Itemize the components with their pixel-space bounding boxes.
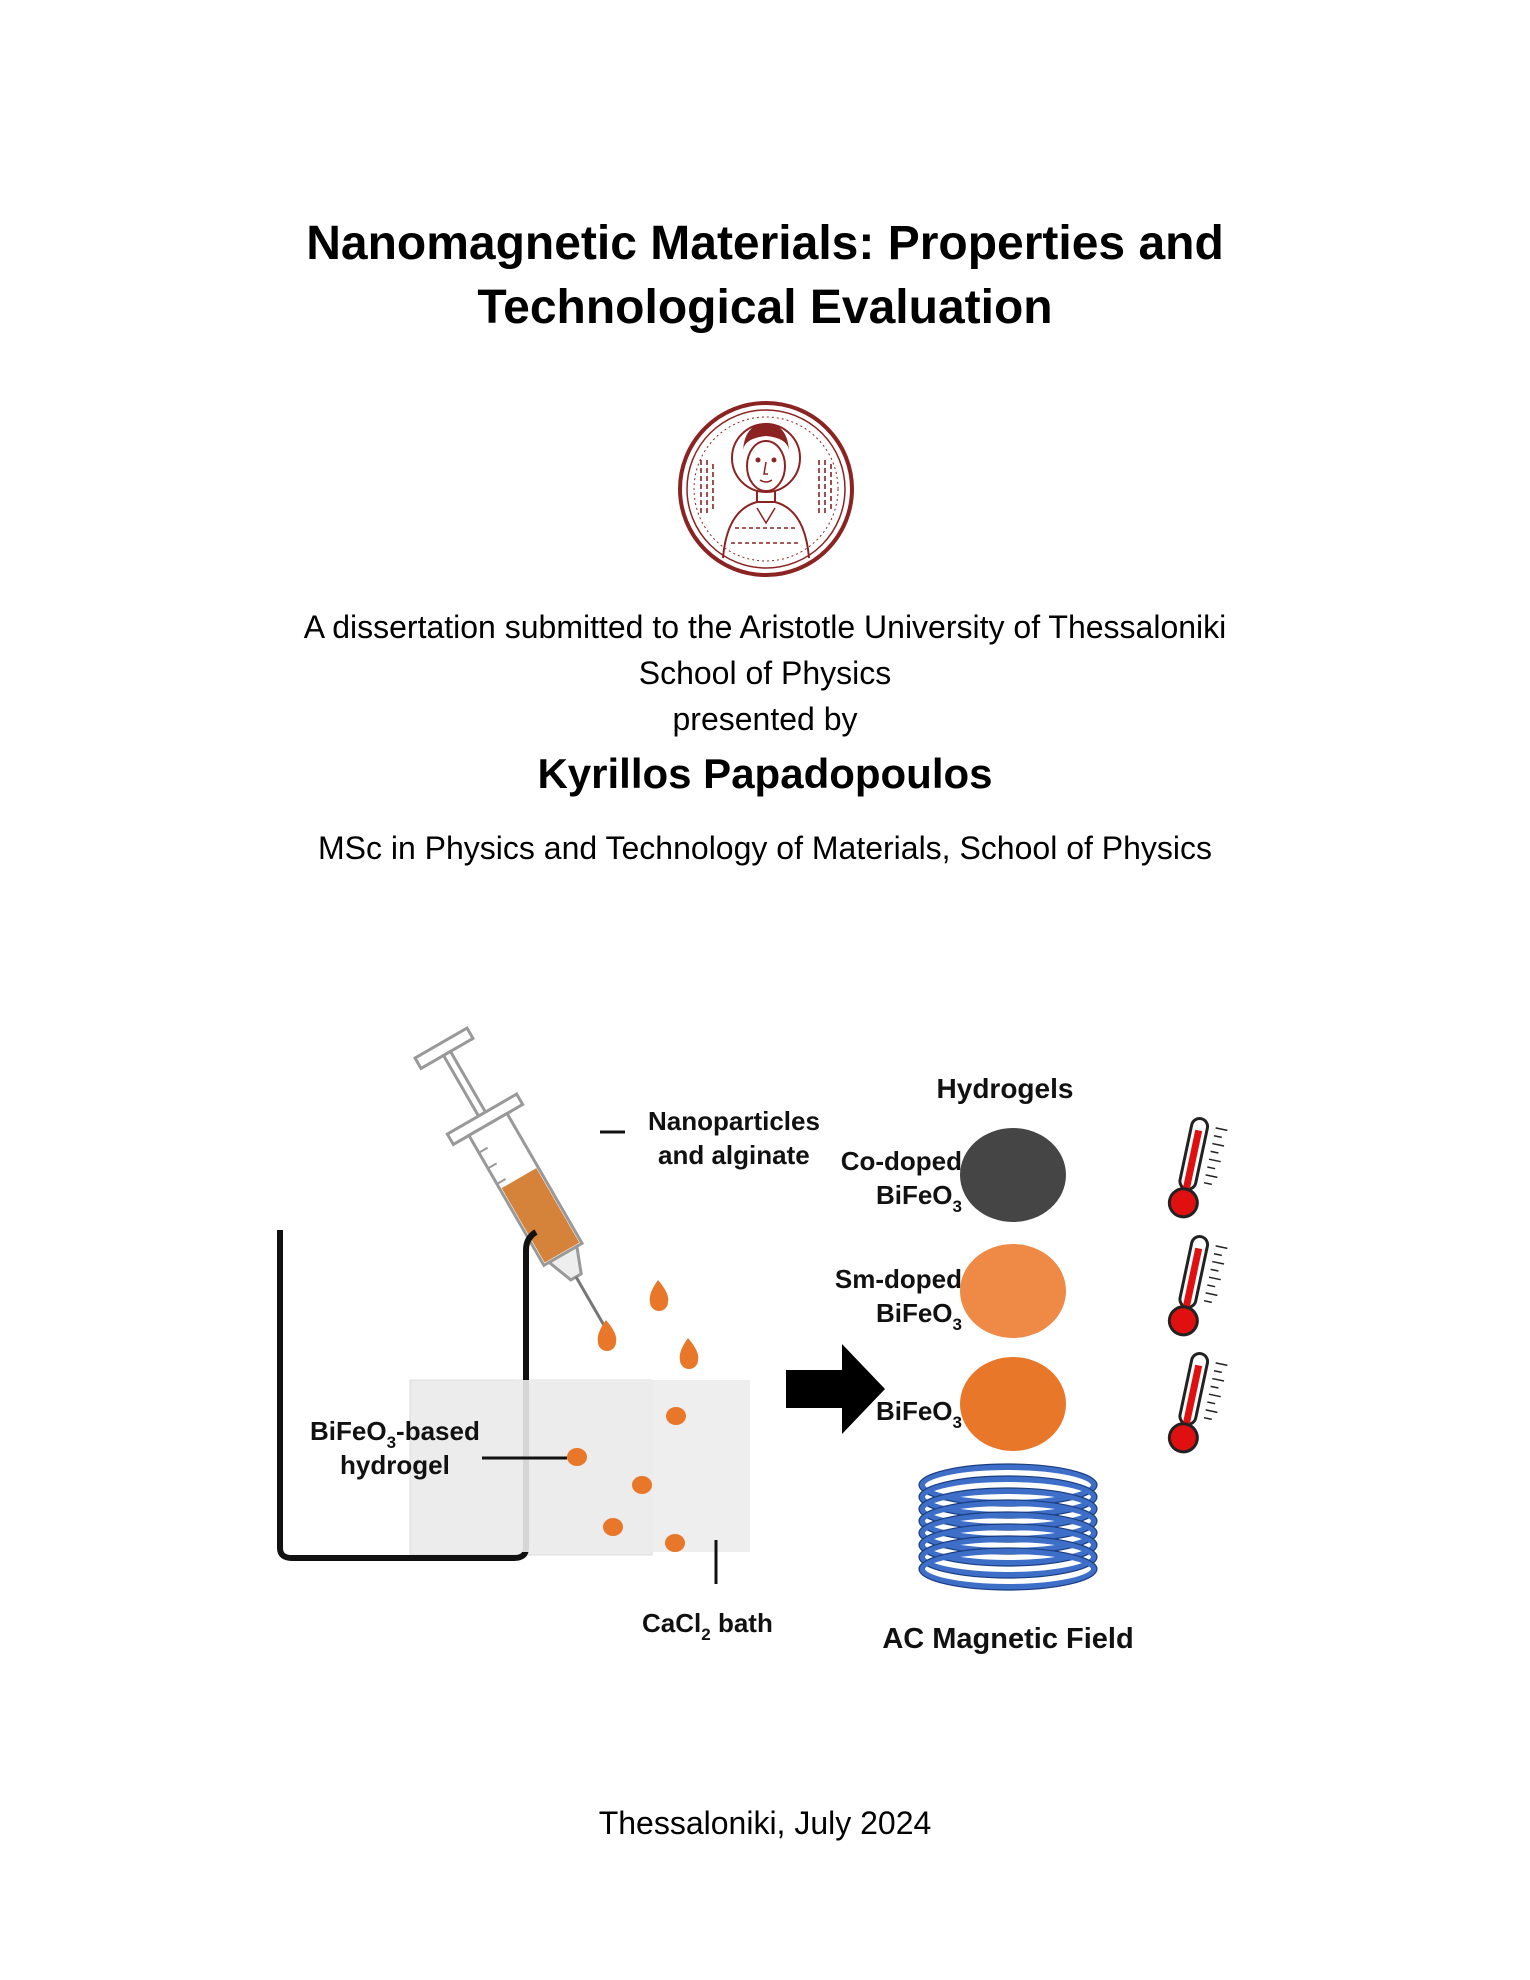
- page-title: [0, 212, 1530, 340]
- co-doped-hydrogel-disc: [960, 1128, 1066, 1222]
- hydrogel-label-2: hydrogel: [340, 1450, 450, 1480]
- sample-2-label-2: BiFeO$_3$: [875, 1298, 962, 1334]
- sample-1-label-1: Co-doped: [840, 1146, 962, 1176]
- thermometer-icon: [1167, 1234, 1229, 1341]
- coil-icon: [919, 1464, 1097, 1590]
- hydrogel-label: BiFeO$_3$-based: [310, 1416, 480, 1452]
- university-seal-icon: [675, 398, 857, 580]
- place-date: Thessaloniki, July 2024: [598, 1805, 932, 1841]
- sample-3-label: BiFeO$_3$: [875, 1396, 962, 1432]
- sample-2-label-1: Sm-doped: [834, 1264, 962, 1294]
- sample-1-label-2: BiFeO$_3$: [875, 1180, 962, 1216]
- submission-line-1: A dissertation submitted to the Aristotle University of Thessaloniki: [303, 609, 1227, 645]
- title-line-2: Technological Evaluation: [477, 281, 1053, 334]
- coil-label: AC Magnetic Field: [882, 1623, 1134, 1655]
- cacl2-bath: [515, 1380, 750, 1552]
- bifeo3-hydrogel-disc: [960, 1357, 1066, 1451]
- bath-label: CaCl$_2$ bath: [642, 1608, 773, 1644]
- thermometer-icon: [1167, 1116, 1229, 1223]
- syringe-label-1: Nanoparticles: [648, 1106, 820, 1136]
- arrow-right-icon: [786, 1344, 885, 1434]
- sm-doped-hydrogel-disc: [960, 1244, 1066, 1338]
- droplets: [598, 1280, 699, 1369]
- submission-line-3: presented by: [672, 701, 858, 737]
- program-name: MSc in Physics and Technology of Materials, School of Physics: [317, 830, 1213, 866]
- seal-inscription: [701, 460, 831, 516]
- submission-statement: [0, 604, 1530, 742]
- submission-line-2: School of Physics: [638, 655, 892, 691]
- hydrogels-heading: Hydrogels: [936, 1073, 1074, 1104]
- title-line-1: Nanomagnetic Materials: Properties and: [306, 217, 1224, 270]
- author-name: Kyrillos Papadopoulos: [537, 750, 993, 797]
- thermometer-icon: [1167, 1351, 1229, 1458]
- graphical-abstract: [270, 960, 1270, 1660]
- syringe-label-2: and alginate: [658, 1140, 810, 1170]
